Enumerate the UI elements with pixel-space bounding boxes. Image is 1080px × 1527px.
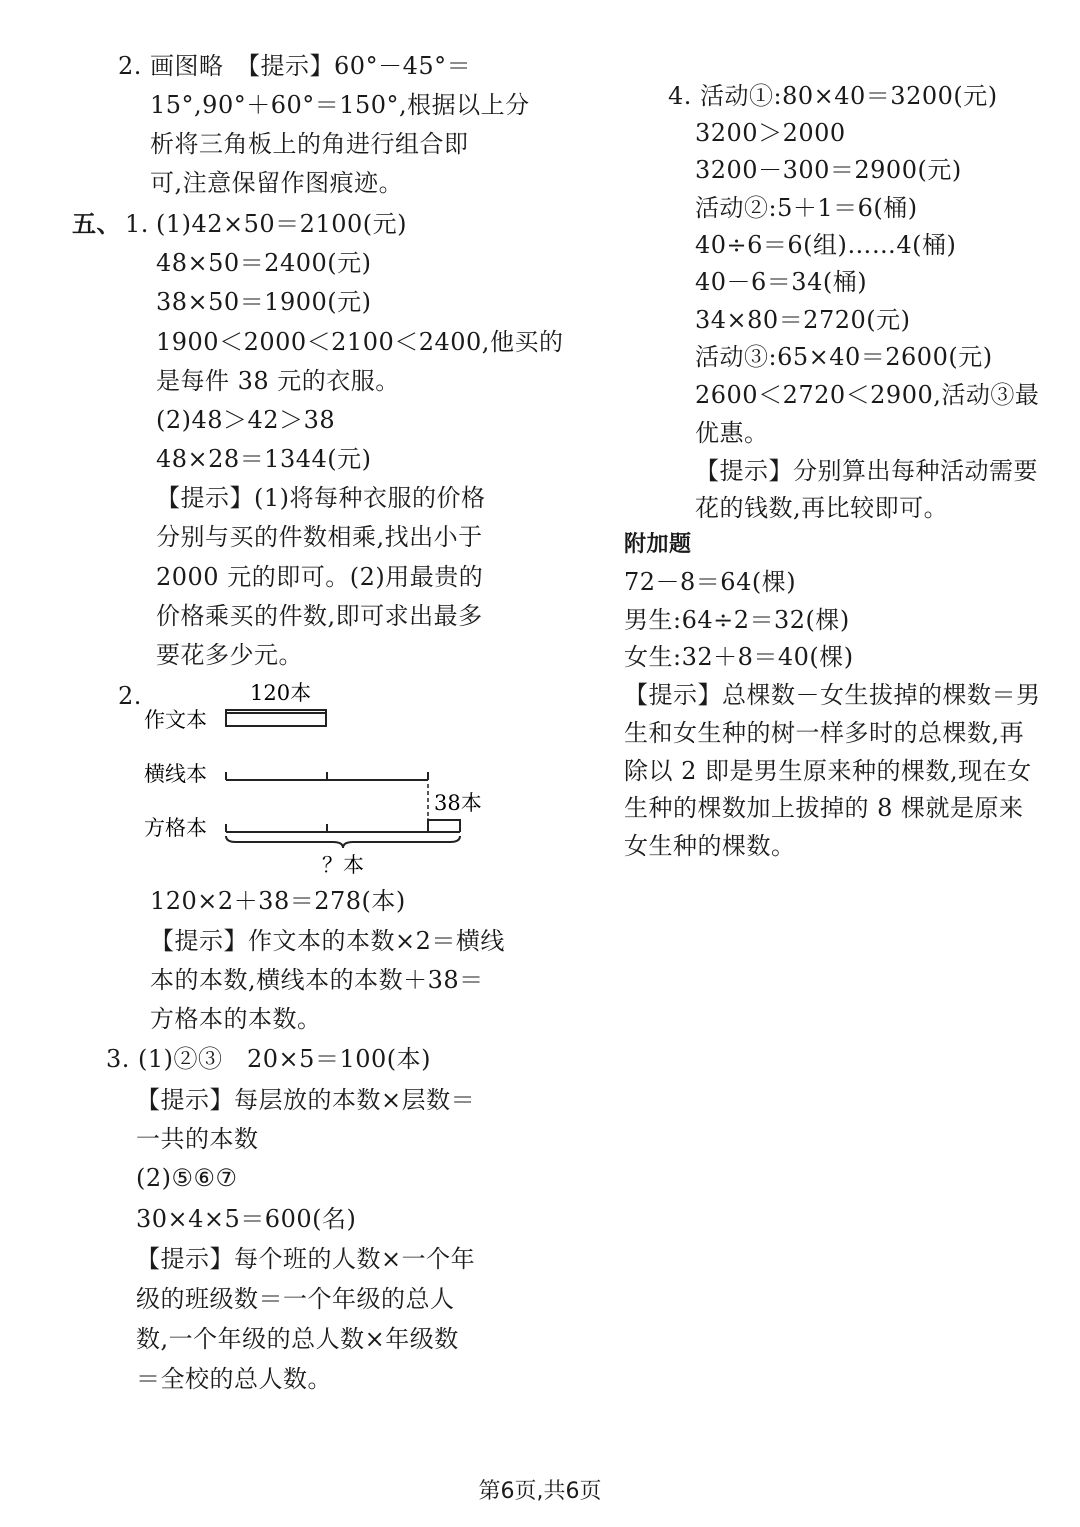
bar-zuowen <box>226 713 326 726</box>
q4-line: 活动③:65×40＝2600(元) <box>695 343 993 371</box>
s5-q3-line: 一共的本数 <box>136 1125 259 1153</box>
extra-line: 男生:64÷2＝32(棵) <box>624 606 850 634</box>
extra-hint-line: 生和女生种的树一样多时的总棵数,再 <box>624 719 1025 747</box>
s5-q1-number: 1. <box>125 210 149 238</box>
row-label-hengxian: 横线本 <box>144 762 207 786</box>
q4-line: 活动②:5＋1＝6(桶) <box>695 194 918 222</box>
q4-hint-line: 花的钱数,再比较即可。 <box>695 494 949 522</box>
s5-q1-line: 48×28＝1344(元) <box>156 445 372 473</box>
s5-q3-line: 级的班级数＝一个年级的总人 <box>136 1285 455 1313</box>
s5-q1-hint-line: 2000 元的即可。(2)用最贵的 <box>156 563 484 591</box>
page-footer: 第6页,共6页 <box>478 1479 602 1504</box>
s5-q3-line: 【提示】每个班的人数×一个年 <box>136 1245 476 1273</box>
q4-line: 3200－300＝2900(元) <box>695 156 962 184</box>
s5-q2-hint-line: 本的本数,横线本的本数＋38＝ <box>150 966 484 994</box>
extra-hint-line: 生种的棵数加上拔掉的 8 棵就是原来 <box>624 794 1024 822</box>
s5-q3-line: 30×4×5＝600(名) <box>136 1205 357 1233</box>
extra-label: 38本 <box>434 791 482 815</box>
s5-q2-line: 120×2＋38＝278(本) <box>150 887 406 915</box>
s5-q3-line: (2)⑤⑥⑦ <box>136 1164 238 1192</box>
q4-line: 40÷6＝6(组)……4(桶) <box>695 231 957 259</box>
extra-brace <box>428 820 460 832</box>
s5-q3-line: ＝全校的总人数。 <box>136 1365 332 1393</box>
s5-q3-line: 数,一个年级的总人数×年级数 <box>136 1325 459 1353</box>
segment-diagram <box>140 680 520 880</box>
extra-hint-line: 除以 2 即是男生原来种的棵数,现在女 <box>624 757 1032 785</box>
section-five-label: 五、 <box>72 209 121 238</box>
q2-line: 析将三角板上的角进行组合即 <box>150 130 469 158</box>
s5-q1-hint-line: 【提示】(1)将每种衣服的价格 <box>156 484 486 512</box>
extra-title: 附加题 <box>624 531 692 557</box>
row-label-fangge: 方格本 <box>144 816 207 840</box>
q4-line: 4. 活动①:80×40＝3200(元) <box>668 82 998 110</box>
s5-q3-line: 【提示】每层放的本数×层数＝ <box>136 1086 476 1114</box>
s5-q1-line: (1)42×50＝2100(元) <box>156 210 407 238</box>
s5-q1-line: 48×50＝2400(元) <box>156 249 372 277</box>
q2-line: 可,注意保留作图痕迹。 <box>150 169 404 197</box>
s5-q1-line: 1900＜2000＜2100＜2400,他买的 <box>156 328 564 356</box>
s5-q2-hint-line: 方格本的本数。 <box>150 1005 322 1033</box>
q4-line: 34×80＝2720(元) <box>695 306 911 334</box>
q4-line: 40－6＝34(桶) <box>695 268 868 296</box>
q2-line: 15°,90°＋60°＝150°,根据以上分 <box>150 91 530 119</box>
s5-q1-line: 是每件 38 元的衣服。 <box>156 367 400 395</box>
s5-q1-line: (2)48＞42＞38 <box>156 406 336 434</box>
extra-hint-line: 【提示】总棵数－女生拔掉的棵数＝男 <box>624 681 1041 709</box>
bottom-brace <box>226 836 460 848</box>
s5-q2-hint-line: 【提示】作文本的本数×2＝横线 <box>150 927 505 955</box>
s5-q2-number: 2. <box>118 682 142 710</box>
s5-q1-line: 38×50＝1900(元) <box>156 288 372 316</box>
row-label-zuowen: 作文本 <box>144 708 207 732</box>
s5-q1-hint-line: 要花多少元。 <box>156 641 303 669</box>
top-label: 120本 <box>250 681 312 705</box>
extra-line: 72－8＝64(棵) <box>624 568 797 596</box>
q4-hint-line: 【提示】分别算出每种活动需要 <box>695 457 1038 485</box>
extra-line: 女生:32＋8＝40(棵) <box>624 643 854 671</box>
s5-q3-line: 3. (1)②③ 20×5＝100(本) <box>106 1045 431 1073</box>
extra-hint-line: 女生种的棵数。 <box>624 832 796 860</box>
s5-q1-hint-line: 分别与买的件数相乘,找出小于 <box>156 523 483 551</box>
q4-line: 3200＞2000 <box>695 119 846 147</box>
q4-line: 2600＜2720＜2900,活动③最 <box>695 381 1040 409</box>
q2-line: 2. 画图略 【提示】60°－45°＝ <box>118 52 472 80</box>
s5-q1-hint-line: 价格乘买的件数,即可求出最多 <box>156 602 483 630</box>
total-label: ？本 <box>322 853 364 877</box>
q4-line: 优惠。 <box>695 419 769 447</box>
